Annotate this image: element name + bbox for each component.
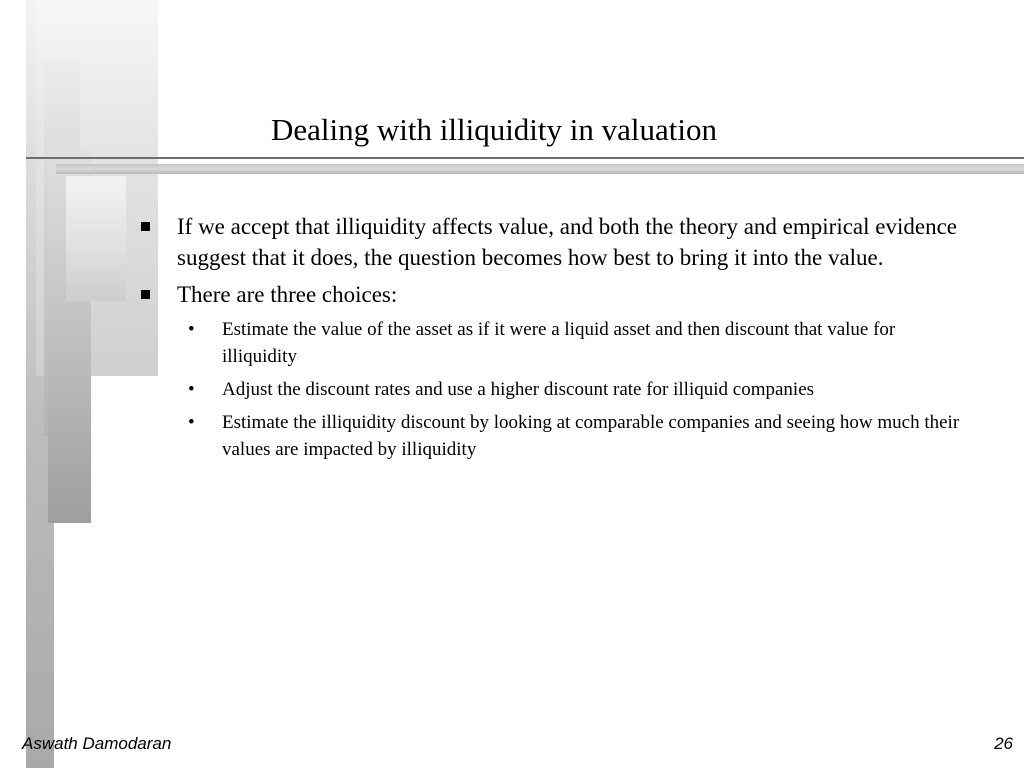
sub-bullet-text: Estimate the illiquidity discount by looking at comparable companies and seeing how much their values are impacted by illiquidity (222, 412, 960, 460)
sub-bullet-item (138, 376, 968, 403)
bullet-text: There are three choices: (177, 282, 398, 307)
bullet-text: If we accept that illiquidity affects value, and both the theory and empirical evidence suggest that it does, the question becomes how best to bring it into the value. (177, 214, 957, 270)
sub-bullet-text: Adjust the discount rates and use a higher discount rate for illiquid companies (222, 379, 815, 400)
bullet-item (138, 211, 968, 273)
title-underline-bar (56, 164, 1024, 174)
sub-bullet-text: Estimate the value of the asset as if it were a liquid asset and then discount that value for illiquidity (222, 319, 896, 367)
decorative-bar (66, 176, 126, 301)
slide-title: Dealing with illiquidity in valuation (271, 112, 718, 147)
sub-bullet-item (138, 316, 968, 370)
dot-bullet-icon: • (188, 379, 195, 400)
slide-body (138, 211, 968, 469)
footer-author: Aswath Damodaran (22, 734, 172, 753)
square-bullet-icon (141, 290, 150, 299)
sub-bullet-list (138, 316, 968, 463)
title-divider (26, 157, 1024, 159)
square-bullet-icon (141, 222, 150, 231)
sub-bullet-item (138, 409, 968, 463)
bullet-item (138, 279, 968, 310)
dot-bullet-icon: • (188, 412, 195, 433)
page-number: 26 (994, 734, 1013, 753)
dot-bullet-icon: • (188, 319, 195, 340)
